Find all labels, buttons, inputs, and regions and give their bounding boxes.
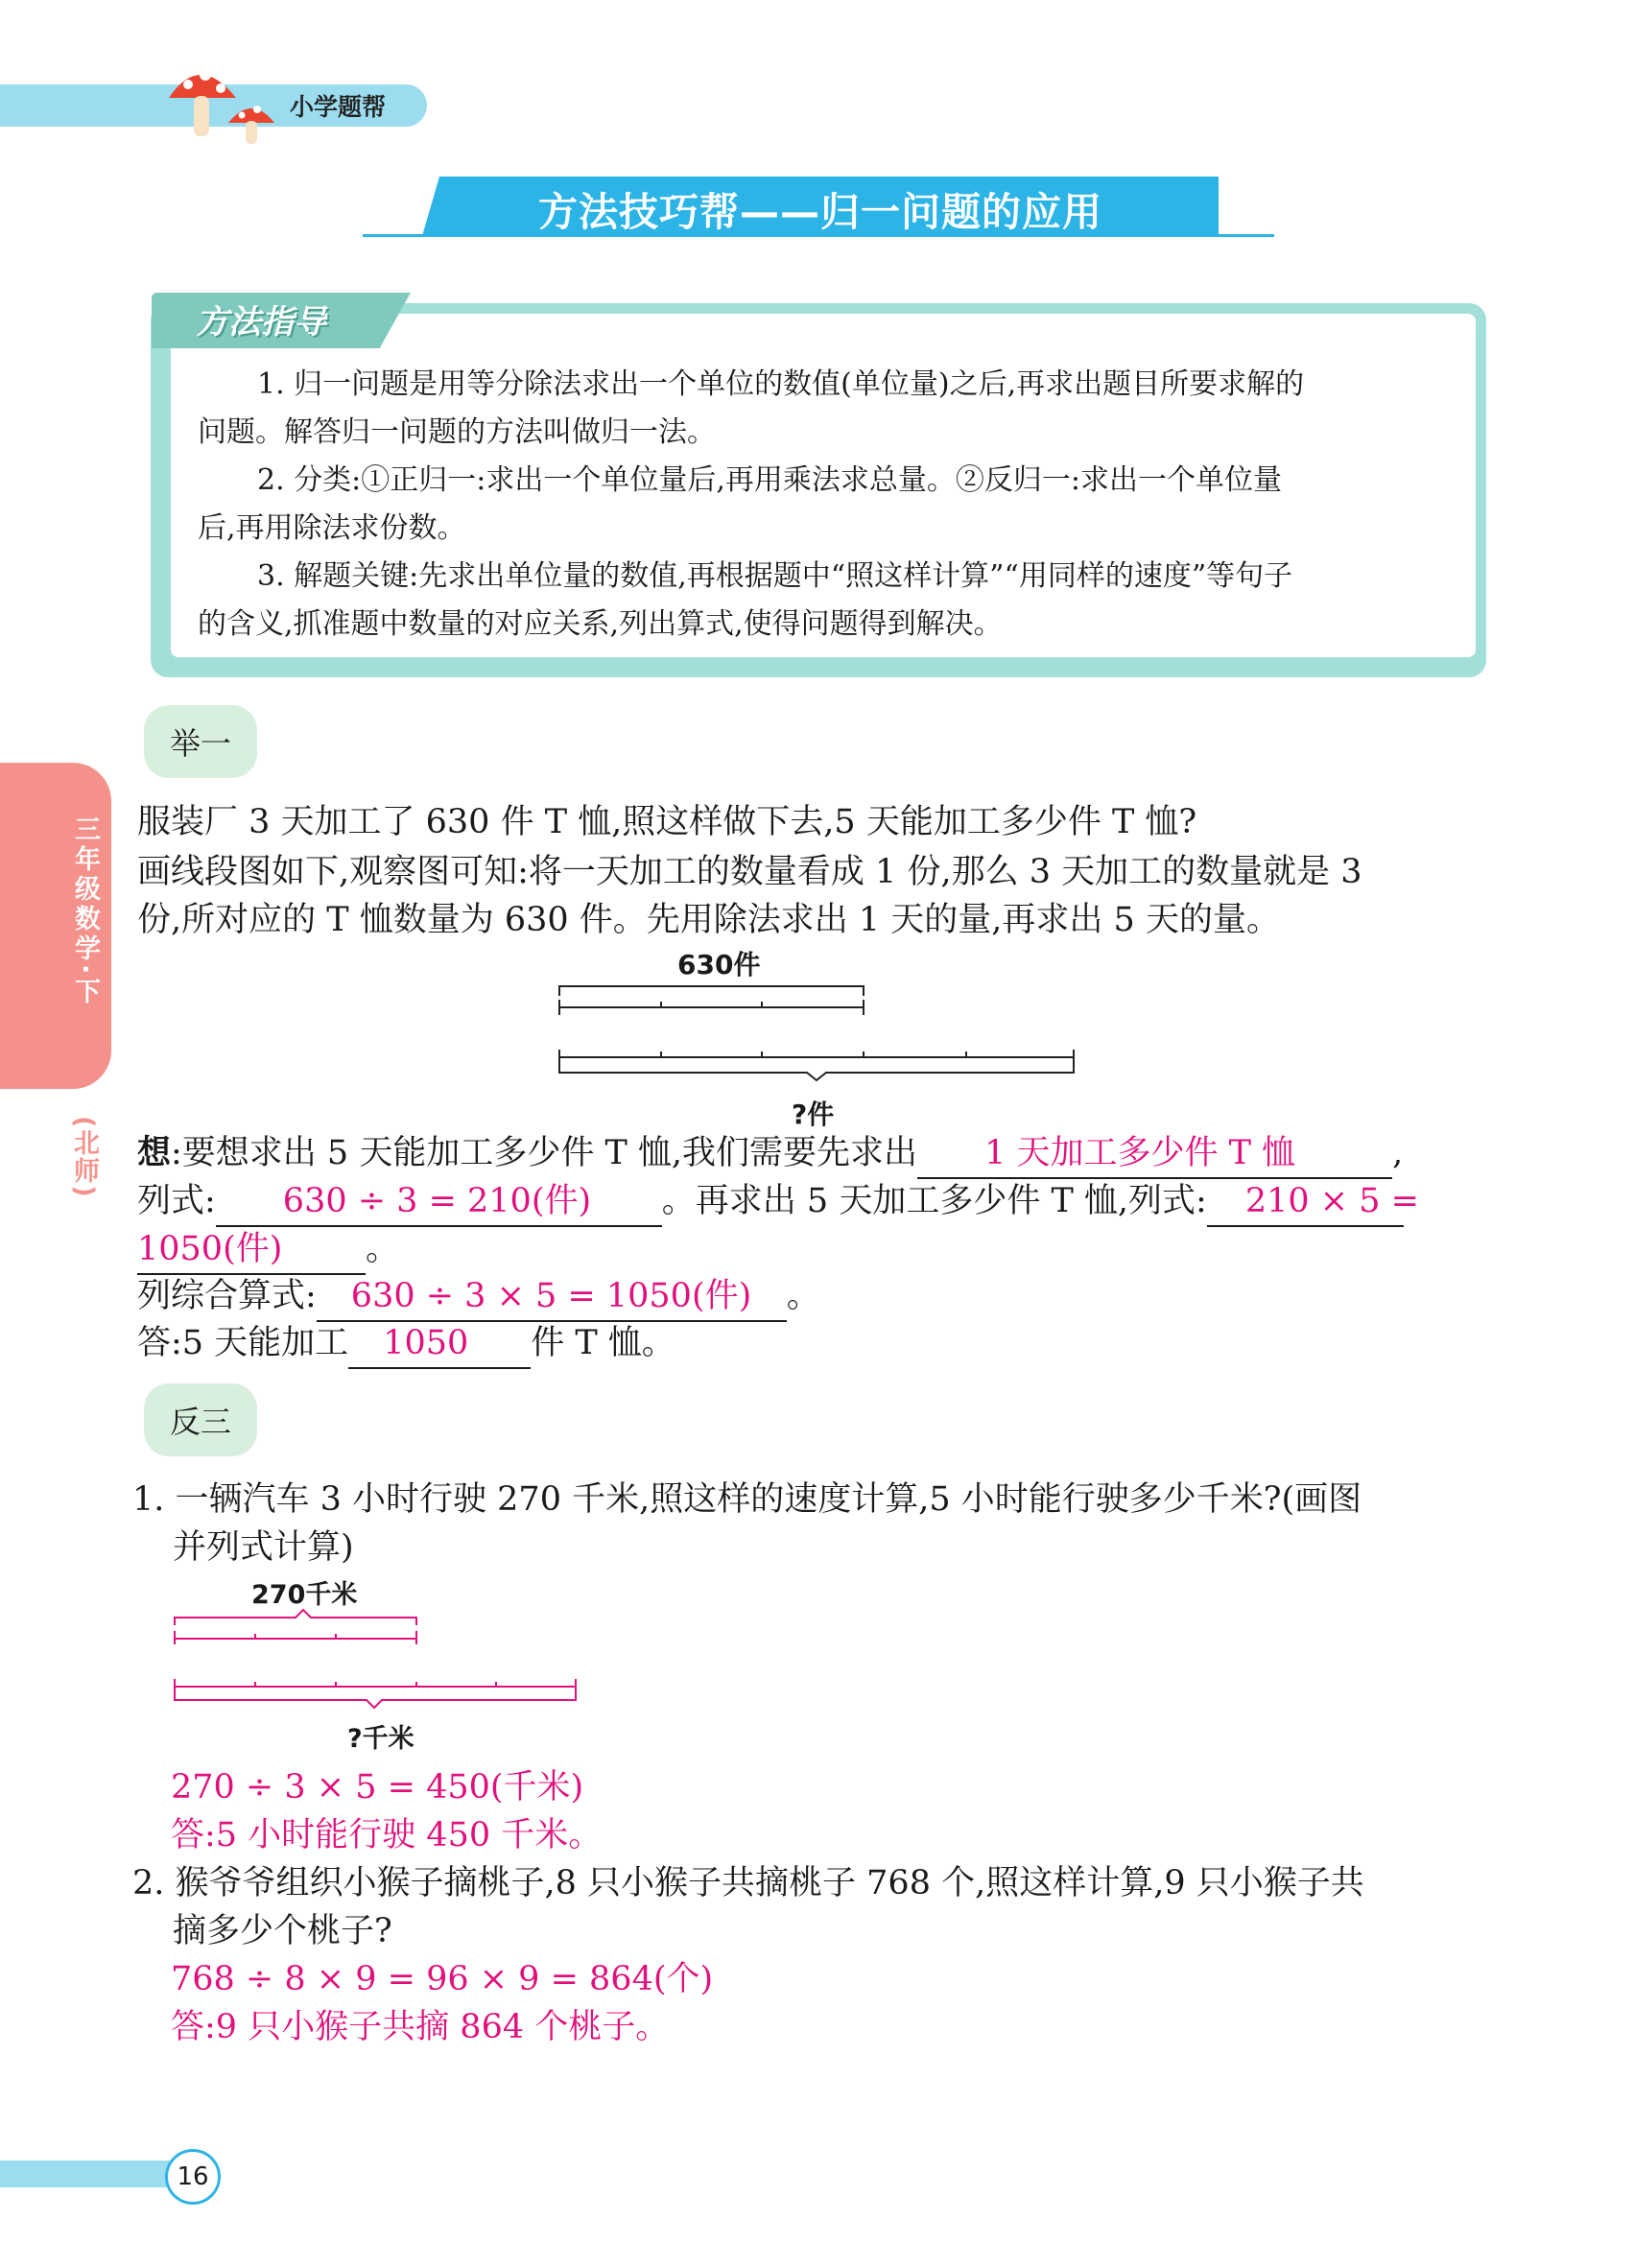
practice-label: 反三 (144, 1383, 257, 1456)
brand-name: 小学题帮 (290, 93, 387, 121)
combined-line (137, 1272, 820, 1322)
think-answer: 1 天加工多少件 T 恤 (917, 1129, 1392, 1179)
combined-label: 列综合算式: (137, 1277, 317, 1315)
then-answer-line (137, 1225, 399, 1275)
combined-period: 。 (786, 1277, 820, 1315)
guide-point-2a: 2. 分类:①正归一:求出一个单位量后,再用乘法求总量。②反归一:求出一个单位量 (257, 463, 1283, 497)
q2-answer-reply: 答:9 只小猴子共摘 864 个桃子。 (171, 2008, 670, 2046)
reply-prefix: 答:5 天能加工 (137, 1324, 349, 1362)
method-guide-label: 方法指导 (196, 303, 326, 342)
then-period: 。 (366, 1230, 400, 1268)
q1-answer-reply: 答:5 小时能行驶 450 千米。 (171, 1816, 603, 1855)
then-answer-b: 1050(件) (137, 1225, 366, 1275)
formula-label: 列式: (137, 1182, 216, 1220)
q1-line-2: 并列式计算) (173, 1528, 354, 1567)
think-line (137, 1129, 1403, 1179)
page-title: 方法技巧帮——归一问题的应用 (538, 189, 1102, 235)
q2-line-2: 摘多少个桃子? (173, 1912, 392, 1950)
think-comma: , (1392, 1134, 1404, 1172)
formula-line (137, 1177, 1419, 1227)
q1-answer-formula: 270 ÷ 3 × 5 = 450(千米) (171, 1768, 584, 1807)
guide-point-3b: 的含义,抓准题中数量的对应关系,列出算式,使得问题得到解决。 (198, 607, 1003, 641)
page-number: 16 (165, 2149, 221, 2205)
guide-point-2b: 后,再用除法求份数。 (198, 511, 466, 545)
reply-suffix: 件 T 恤。 (531, 1324, 675, 1362)
formula-answer: 630 ÷ 3 = 210(件) (216, 1177, 662, 1227)
example-explain-1: 画线段图如下,观察图可知:将一天加工的数量看成 1 份,那么 3 天加工的数量就是 3 (137, 853, 1362, 891)
example-label: 举一 (144, 705, 257, 778)
side-grade-label: 三年级数学·下 (70, 815, 100, 1008)
line-segment-diagram (552, 979, 1089, 1084)
example-explain-2: 份,所对应的 T 恤数量为 630 件。先用除法求出 1 天的量,再求出 5 天的量。 (137, 901, 1280, 939)
then-text: 。再求出 5 天加工多少件 T 恤,列式: (661, 1182, 1207, 1220)
diagram-bottom-label: ?件 (792, 1099, 835, 1130)
side-edition-label: (北师) (69, 1116, 99, 1199)
example-question: 服装厂 3 天加工了 630 件 T 恤,照这样做下去,5 天能加工多少件 T 恤? (137, 803, 1197, 841)
diagram-top-label: 630件 (677, 949, 761, 980)
q1-line-segment-diagram (167, 1602, 589, 1717)
guide-point-1a: 1. 归一问题是用等分除法求出一个单位的数值(单位量)之后,再求出题目所要求解的 (257, 367, 1305, 401)
then-answer-a: 210 × 5 = (1207, 1177, 1404, 1227)
q2-answer-formula: 768 ÷ 8 × 9 = 96 × 9 = 864(个) (171, 1960, 714, 1998)
q1-diagram-bottom-label: ?千米 (347, 1724, 414, 1754)
footer-bar (0, 2161, 182, 2187)
guide-point-1b: 问题。解答归一问题的方法叫做归一法。 (198, 415, 716, 449)
q2-line-1: 2. 猴爷爷组织小猴子摘桃子,8 只小猴子共摘桃子 768 个,照这样计算,9 只小猴子共 (132, 1864, 1364, 1902)
think-text: :要想求出 5 天能加工多少件 T 恤,我们需要先求出 (171, 1134, 918, 1172)
think-label: 想 (137, 1133, 172, 1172)
guide-point-3a: 3. 解题关键:先求出单位量的数值,再根据题中“照这样计算”“用同样的速度”等句子 (257, 559, 1293, 593)
q1-diagram-top-label: 270千米 (251, 1580, 358, 1610)
combined-answer: 630 ÷ 3 × 5 = 1050(件) (317, 1272, 787, 1322)
q1-line-1: 1. 一辆汽车 3 小时行驶 270 千米,照这样的速度计算,5 小时能行驶多少千米?(画图 (132, 1480, 1362, 1519)
reply-line (137, 1319, 675, 1369)
reply-answer: 1050 (348, 1319, 531, 1369)
mushroom-logo-icon (161, 52, 286, 148)
